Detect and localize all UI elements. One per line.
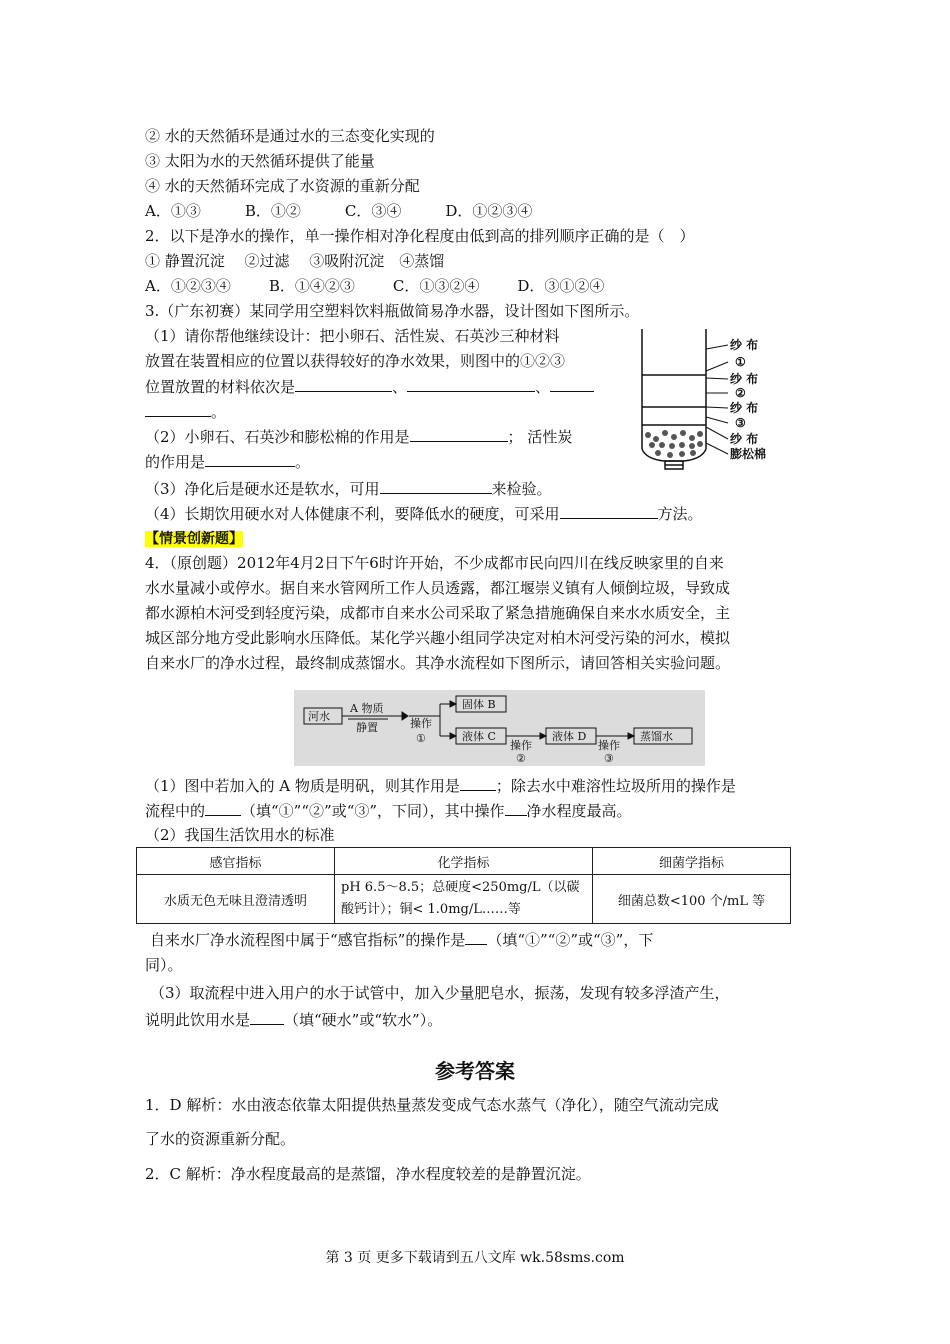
answer-blank — [550, 375, 594, 392]
answer-blank — [460, 774, 496, 791]
answer-1-line1: 1．D 解析：水由液态依靠太阳提供热量蒸发变成气态水蒸气（净化），随空气流动完成 — [145, 1096, 719, 1114]
section-tag: 【情景创新题】 — [145, 531, 243, 547]
q4-line-5: 自来水厂的净水过程，最终制成蒸馏水。其净水流程如下图所示，请回答相关实验问题。 — [145, 654, 731, 672]
q1-option-d: D．①②③④ — [445, 202, 533, 220]
q3-part1-line4 — [145, 400, 226, 423]
q2-options — [145, 275, 604, 297]
q1-option-b: B．①② — [244, 202, 301, 220]
q2-option-c: C．①③②④ — [392, 277, 480, 295]
table-row — [137, 875, 791, 924]
answer-blank — [145, 400, 211, 417]
q1-option-c: C．③④ — [344, 202, 402, 220]
table-cell-chemical — [335, 875, 593, 924]
q1-option-a: A．①③ — [145, 202, 201, 220]
answer-blank — [295, 375, 392, 392]
q4-sub1b-end: 净水程度最高。 — [526, 802, 632, 820]
q2-stem: 2．以下是净水的操作，单一操作相对净化程度由低到高的排列顺序正确的是（ ） — [145, 227, 695, 245]
q4-line-3: 都水源柏木河受到轻度污染，成都市自来水公司采取了紧急措施确保自来水水质安全，主 — [145, 604, 731, 622]
table-header: 化学指标 — [335, 848, 593, 875]
q4-sub2b-line2: 同）。 — [145, 956, 183, 974]
label-cotton: 膨松棉 — [730, 447, 767, 461]
purification-flow-diagram — [294, 690, 705, 766]
q3-part2-line2 — [145, 450, 310, 473]
q3-part1-line2: 放置在装置相应的位置以获得较好的净水效果，则图中的①②③ — [145, 352, 566, 370]
answer-blank — [560, 502, 658, 519]
q4-sub1b-mid: （填“①”“②”或“③”，下同），其中操作 — [241, 802, 505, 820]
q2-option-a: A．①②③④ — [145, 277, 231, 295]
table-header: 细菌学指标 — [593, 848, 791, 875]
flow-liquid-d: 液体 D — [552, 730, 587, 743]
flow-liquid-c: 液体 C — [462, 730, 496, 743]
q3-part2-text: （2）小卵石、石英沙和膨松棉的作用是 — [145, 428, 410, 446]
q4-sub3-text: 说明此饮用水是 — [145, 1011, 251, 1029]
q4-sub1-text: （1）图中若加入的 A 物质是明矾，则其作用是 — [145, 777, 460, 795]
flow-op1-num: ① — [416, 732, 426, 745]
q4-sub2b-mid: （填“①”“②”或“③”，下 — [487, 931, 654, 949]
q2-items: ① 静置沉淀 ②过滤 ③吸附沉淀 ④蒸馏 — [145, 252, 445, 270]
table-cell-bacteria: 细菌总数<100 个/mL 等 — [593, 875, 791, 924]
q4-sub2b-text: 自来水厂净水流程图中属于“感官指标”的操作是 — [150, 931, 466, 949]
label-gauze-1: 纱 布 — [730, 338, 759, 352]
period: 。 — [211, 403, 227, 421]
q4-sub1-line2 — [145, 799, 632, 823]
q3-part1-line1: （1）请你帮他继续设计：把小卵石、活性炭、石英沙三种材料 — [145, 327, 560, 345]
q3-part1-line3 — [145, 375, 594, 398]
label-gauze-3: 纱 布 — [730, 401, 759, 415]
q4-sub2: （2）我国生活饮用水的标准 — [145, 826, 335, 844]
q1-item-4: ④ 水的天然循环完成了水资源的重新分配 — [145, 177, 420, 195]
flow-op3: 操作 — [598, 739, 620, 752]
q1-item-2: ② 水的天然循环是通过水的三态变化实现的 — [145, 127, 435, 145]
q1-item-3: ③ 太阳为水的天然循环提供了能量 — [145, 152, 375, 170]
q4-line-1: 4．（原创题）2012年4月2日下午6时许开始，不少成都市民向四川在线反映家里的自来 — [145, 554, 724, 572]
flow-distilled: 蒸馏水 — [640, 730, 673, 743]
q1-options — [145, 200, 532, 222]
q3-part2-mid: ； 活性炭 — [507, 428, 573, 446]
table-header: 感官指标 — [137, 848, 335, 875]
flow-op2-num: ② — [516, 752, 526, 765]
answer-blank — [407, 375, 535, 392]
answer-blank — [205, 799, 241, 816]
flow-op2: 操作 — [510, 739, 532, 752]
q3-part2b-text: 的作用是 — [145, 453, 206, 471]
section-tag-line — [145, 527, 243, 550]
q4-sub1-line1 — [145, 774, 736, 798]
separator: 、 — [392, 378, 408, 396]
q4-line-2: 水水量减小或停水。据自来水管网所工作人员透露，都江堰崇义镇有人倾倒垃圾，导致成 — [145, 579, 731, 597]
q3-part1-text: 位置放置的材料依次是 — [145, 378, 296, 396]
drinking-water-standard-table — [136, 847, 791, 924]
answer-blank — [250, 1008, 284, 1025]
answer-2: 2．C 解析：净水程度最高的是蒸馏，净水程度较差的是静置沉淀。 — [145, 1165, 591, 1183]
answer-blank — [410, 425, 508, 442]
label-position-2: ② — [735, 386, 746, 400]
flow-op3-num: ③ — [604, 752, 614, 765]
q3-part4-end: 方法。 — [657, 505, 703, 523]
q4-sub1-mid: ；除去水中难溶性垃圾所用的操作是 — [495, 777, 736, 795]
table-header-row — [137, 848, 791, 875]
q3-part3 — [145, 477, 552, 500]
q4-line-4: 城区部分地方受此影响水压降低。某化学兴趣小组同学决定对柏木河受污染的河水，模拟 — [145, 629, 731, 647]
q4-sub2b-line1 — [150, 928, 653, 952]
label-gauze-2: 纱 布 — [730, 372, 759, 386]
answers-title: 参考答案 — [435, 1059, 515, 1083]
answer-blank — [380, 477, 492, 494]
answer-blank — [505, 799, 527, 816]
q3-part4-text: （4）长期饮用硬水对人体健康不利，要降低水的硬度，可采用 — [145, 505, 560, 523]
q3-part2-line1 — [145, 425, 572, 448]
q2-option-d: D．③①②④ — [517, 277, 605, 295]
q4-sub3-end: （填“硬水”或“软水”）。 — [284, 1011, 443, 1029]
q3-part4 — [145, 502, 703, 525]
q4-sub3-line1: （3）取流程中进入用户的水于试管中，加入少量肥皂水，振荡，发现有较多浮渣产生， — [150, 984, 730, 1002]
flow-river: 河水 — [308, 710, 330, 723]
period: 。 — [295, 453, 311, 471]
q3-stem: 3.（广东初赛）某同学用空塑料饮料瓶做简易净水器，设计图如下图所示。 — [145, 302, 640, 320]
separator: 、 — [535, 378, 551, 396]
q4-sub3-line2 — [145, 1008, 442, 1032]
table-cell-sensory: 水质无色无味且澄清透明 — [137, 875, 335, 924]
flow-static: 静置 — [356, 721, 378, 734]
q2-option-b: B．①④②③ — [268, 277, 355, 295]
q3-part3-text: （3）净化后是硬水还是软水，可用 — [145, 480, 380, 498]
q4-sub1b-text: 流程中的 — [145, 802, 206, 820]
label-gauze-4: 纱 布 — [730, 432, 759, 446]
label-position-3: ③ — [735, 416, 746, 430]
answer-blank — [205, 450, 295, 467]
flow-op1: 操作 — [410, 717, 432, 730]
page-footer: 第 3 页 更多下载请到五八文库 wk.58sms.com — [325, 1250, 625, 1266]
flow-solid-b: 固体 B — [462, 698, 496, 711]
water-filter-figure — [636, 327, 786, 477]
table-cell-chemical-line1: pH 6.5～8.5；总硬度<250mg/L（以碳 — [341, 880, 580, 895]
q3-part3-end: 来检验。 — [491, 480, 552, 498]
answer-blank — [465, 928, 487, 945]
answer-1-line2: 了水的资源重新分配。 — [145, 1130, 296, 1148]
label-position-1: ① — [735, 355, 746, 369]
flow-a-material: A 物质 — [350, 702, 384, 715]
table-cell-chemical-line2: 酸钙计）；铜< 1.0mg/L……等 — [341, 902, 521, 917]
